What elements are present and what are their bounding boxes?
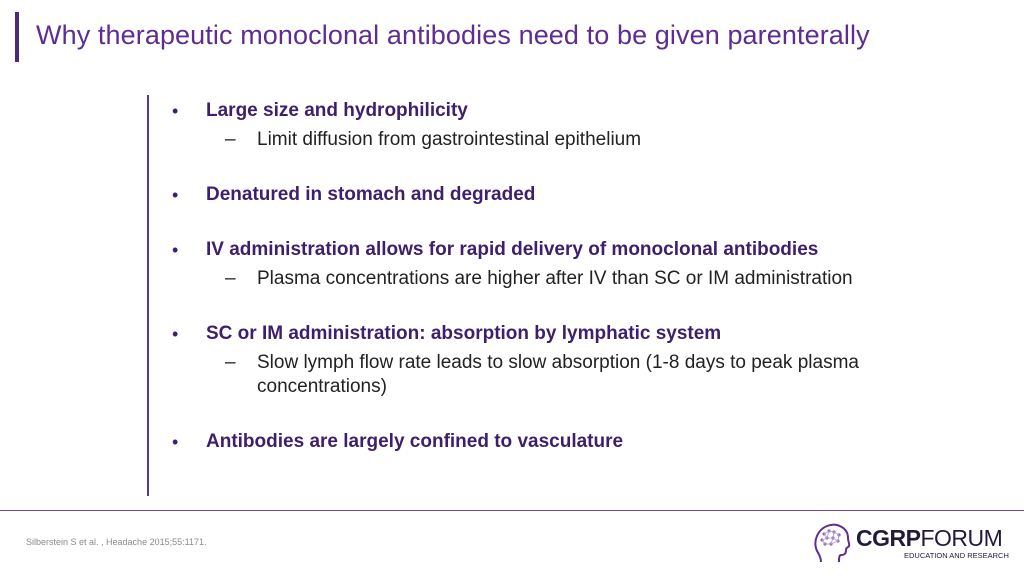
sub-bullet-item	[225, 351, 932, 399]
bullet-item	[172, 238, 932, 291]
bullet-marker: •	[172, 240, 179, 260]
bullet-text: Denatured in stomach and degraded	[206, 184, 536, 205]
sub-bullet-item	[225, 267, 932, 291]
bullet-marker: •	[172, 185, 179, 205]
sub-bullet-marker: –	[225, 352, 236, 373]
cgrp-forum-logo	[812, 520, 1009, 566]
logo-tagline: EDUCATION AND RESEARCH	[904, 550, 1009, 560]
sub-bullet-item	[225, 128, 932, 152]
footer-divider	[0, 510, 1024, 511]
sub-bullet-marker: –	[225, 268, 236, 289]
slide-title: Why therapeutic monoclonal antibodies need to be given parenterally	[36, 20, 870, 50]
bullet-text: Large size and hydrophilicity	[206, 100, 468, 121]
title-accent-bar	[15, 12, 19, 62]
bullet-item	[172, 322, 932, 399]
sub-bullet-text: Plasma concentrations are higher after IV than SC or IM administration	[257, 268, 853, 289]
citation: Silberstein S et al. , Headache 2015;55:1171.	[26, 537, 207, 547]
sub-bullet-marker: –	[225, 129, 236, 150]
sub-bullet-text: Slow lymph flow rate leads to slow absorption (1-8 days to peak plasma concentrations)	[257, 352, 859, 397]
logo-wordmark: CGRPFORUM	[856, 524, 1003, 551]
sub-bullet-text: Limit diffusion from gastrointestinal epithelium	[257, 129, 642, 150]
bullet-item	[172, 183, 932, 207]
content-divider	[147, 95, 149, 496]
bullet-marker: •	[172, 432, 179, 452]
bullet-text: IV administration allows for rapid delivery of monoclonal antibodies	[206, 239, 819, 260]
bullet-marker: •	[172, 324, 179, 344]
bullet-item	[172, 99, 932, 152]
bullet-item	[172, 430, 932, 454]
bullet-list	[172, 99, 932, 485]
bullet-text: Antibodies are largely confined to vasculature	[206, 431, 624, 452]
bullet-text: SC or IM administration: absorption by lymphatic system	[206, 323, 722, 344]
head-brain-icon	[812, 522, 852, 564]
bullet-marker: •	[172, 101, 179, 121]
